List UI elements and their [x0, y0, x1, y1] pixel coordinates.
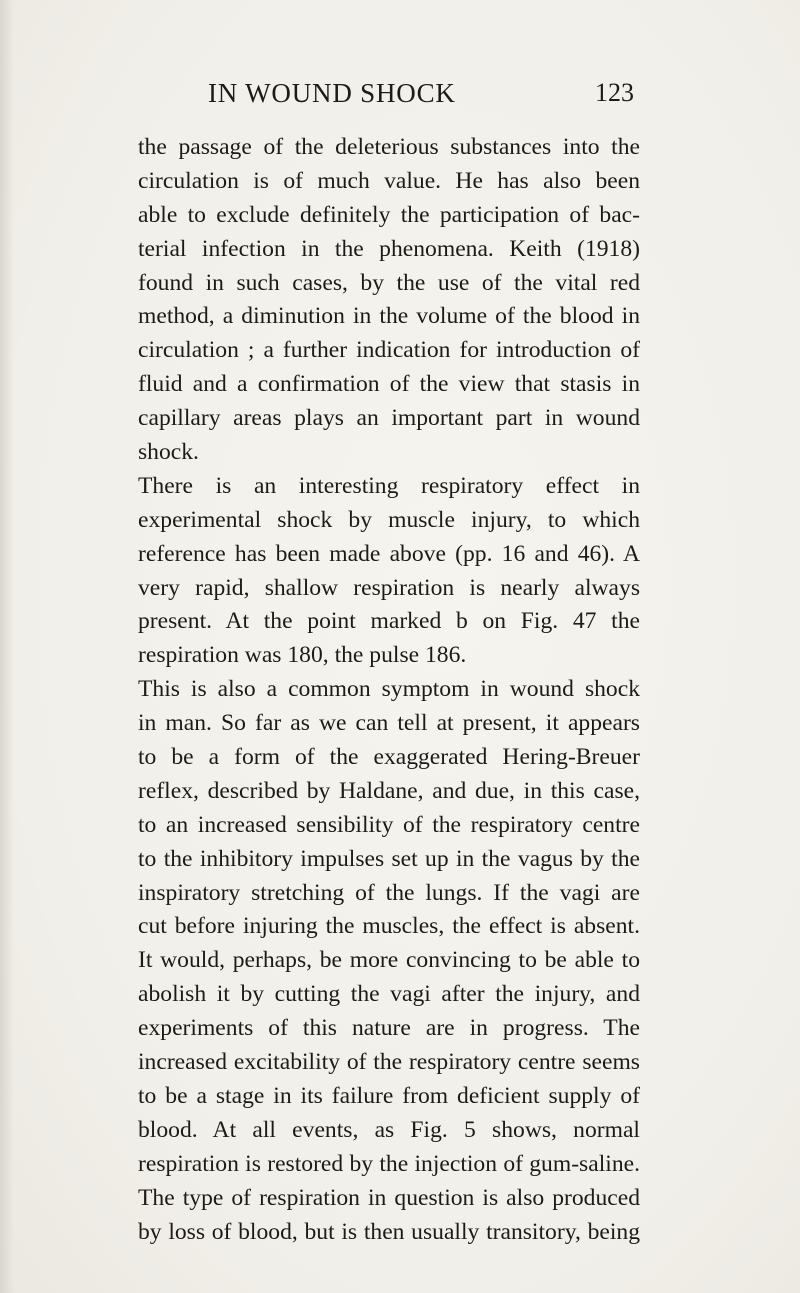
text-line: to be a form of the exaggerated Hering-Breuer — [138, 744, 640, 771]
text-line: to the inhibitory impulses set up in the vagus by the — [138, 845, 640, 872]
text-line: experiments of this nature are in progress. The — [138, 1015, 640, 1042]
text-line: respiration is restored by the injection of gum-saline. — [138, 1150, 640, 1177]
text-line: found in such cases, by the use of the vital red — [138, 269, 640, 296]
body-text — [138, 131, 640, 1249]
text-line: very rapid, shallow respiration is nearly always — [138, 574, 640, 601]
text-line: reflex, described by Haldane, and due, in this case, — [138, 777, 640, 804]
text-line: experimental shock by muscle injury, to which — [138, 506, 640, 533]
text-line: by loss of blood, but is then usually transitory, being — [138, 1218, 640, 1245]
text-line: The type of respiration in question is also produced — [138, 1184, 640, 1211]
text-line: to an increased sensibility of the respiratory centre — [138, 811, 640, 838]
text-line: circulation is of much value. He has also been — [138, 167, 640, 194]
text-line: method, a diminution in the volume of the blood in — [138, 303, 640, 330]
page-gutter-shadow — [0, 0, 14, 1293]
page-number: 123 — [595, 78, 634, 107]
text-line: There is an interesting respiratory effect in — [138, 472, 640, 499]
text-line: present. At the point marked b on Fig. 47 the — [138, 608, 640, 635]
text-line: abolish it by cutting the vagi after the injury, and — [138, 981, 640, 1008]
text-line: fluid and a confirmation of the view that stasis in — [138, 371, 640, 398]
text-line: capillary areas plays an important part in wound — [138, 405, 640, 432]
text-line: increased excitability of the respiratory centre seems — [138, 1049, 640, 1076]
running-head — [138, 75, 634, 111]
text-line: inspiratory stretching of the lungs. If the vagi are — [138, 879, 640, 906]
text-line: reference has been made above (pp. 16 and 46). A — [138, 540, 640, 567]
text-line: This is also a common symptom in wound shock — [138, 676, 640, 703]
text-line: It would, perhaps, be more convincing to be able to — [138, 947, 640, 974]
text-line: in man. So far as we can tell at present, it appears — [138, 710, 640, 737]
text-line: circulation ; a further indication for introduction of — [138, 337, 640, 364]
text-line: respiration was 180, the pulse 186. — [138, 642, 467, 669]
text-line: shock. — [138, 439, 199, 466]
running-title: IN WOUND SHOCK — [208, 78, 456, 108]
text-line: to be a stage in its failure from deficient supply of — [138, 1082, 640, 1109]
text-line: the passage of the deleterious substances into the — [138, 134, 640, 160]
text-line: able to exclude definitely the participation of bac- — [138, 201, 640, 228]
text-line: terial infection in the phenomena. Keith (1918) — [138, 235, 640, 262]
text-line: cut before injuring the muscles, the effect is absent. — [138, 913, 640, 940]
text-line: blood. At all events, as Fig. 5 shows, normal — [138, 1116, 640, 1143]
